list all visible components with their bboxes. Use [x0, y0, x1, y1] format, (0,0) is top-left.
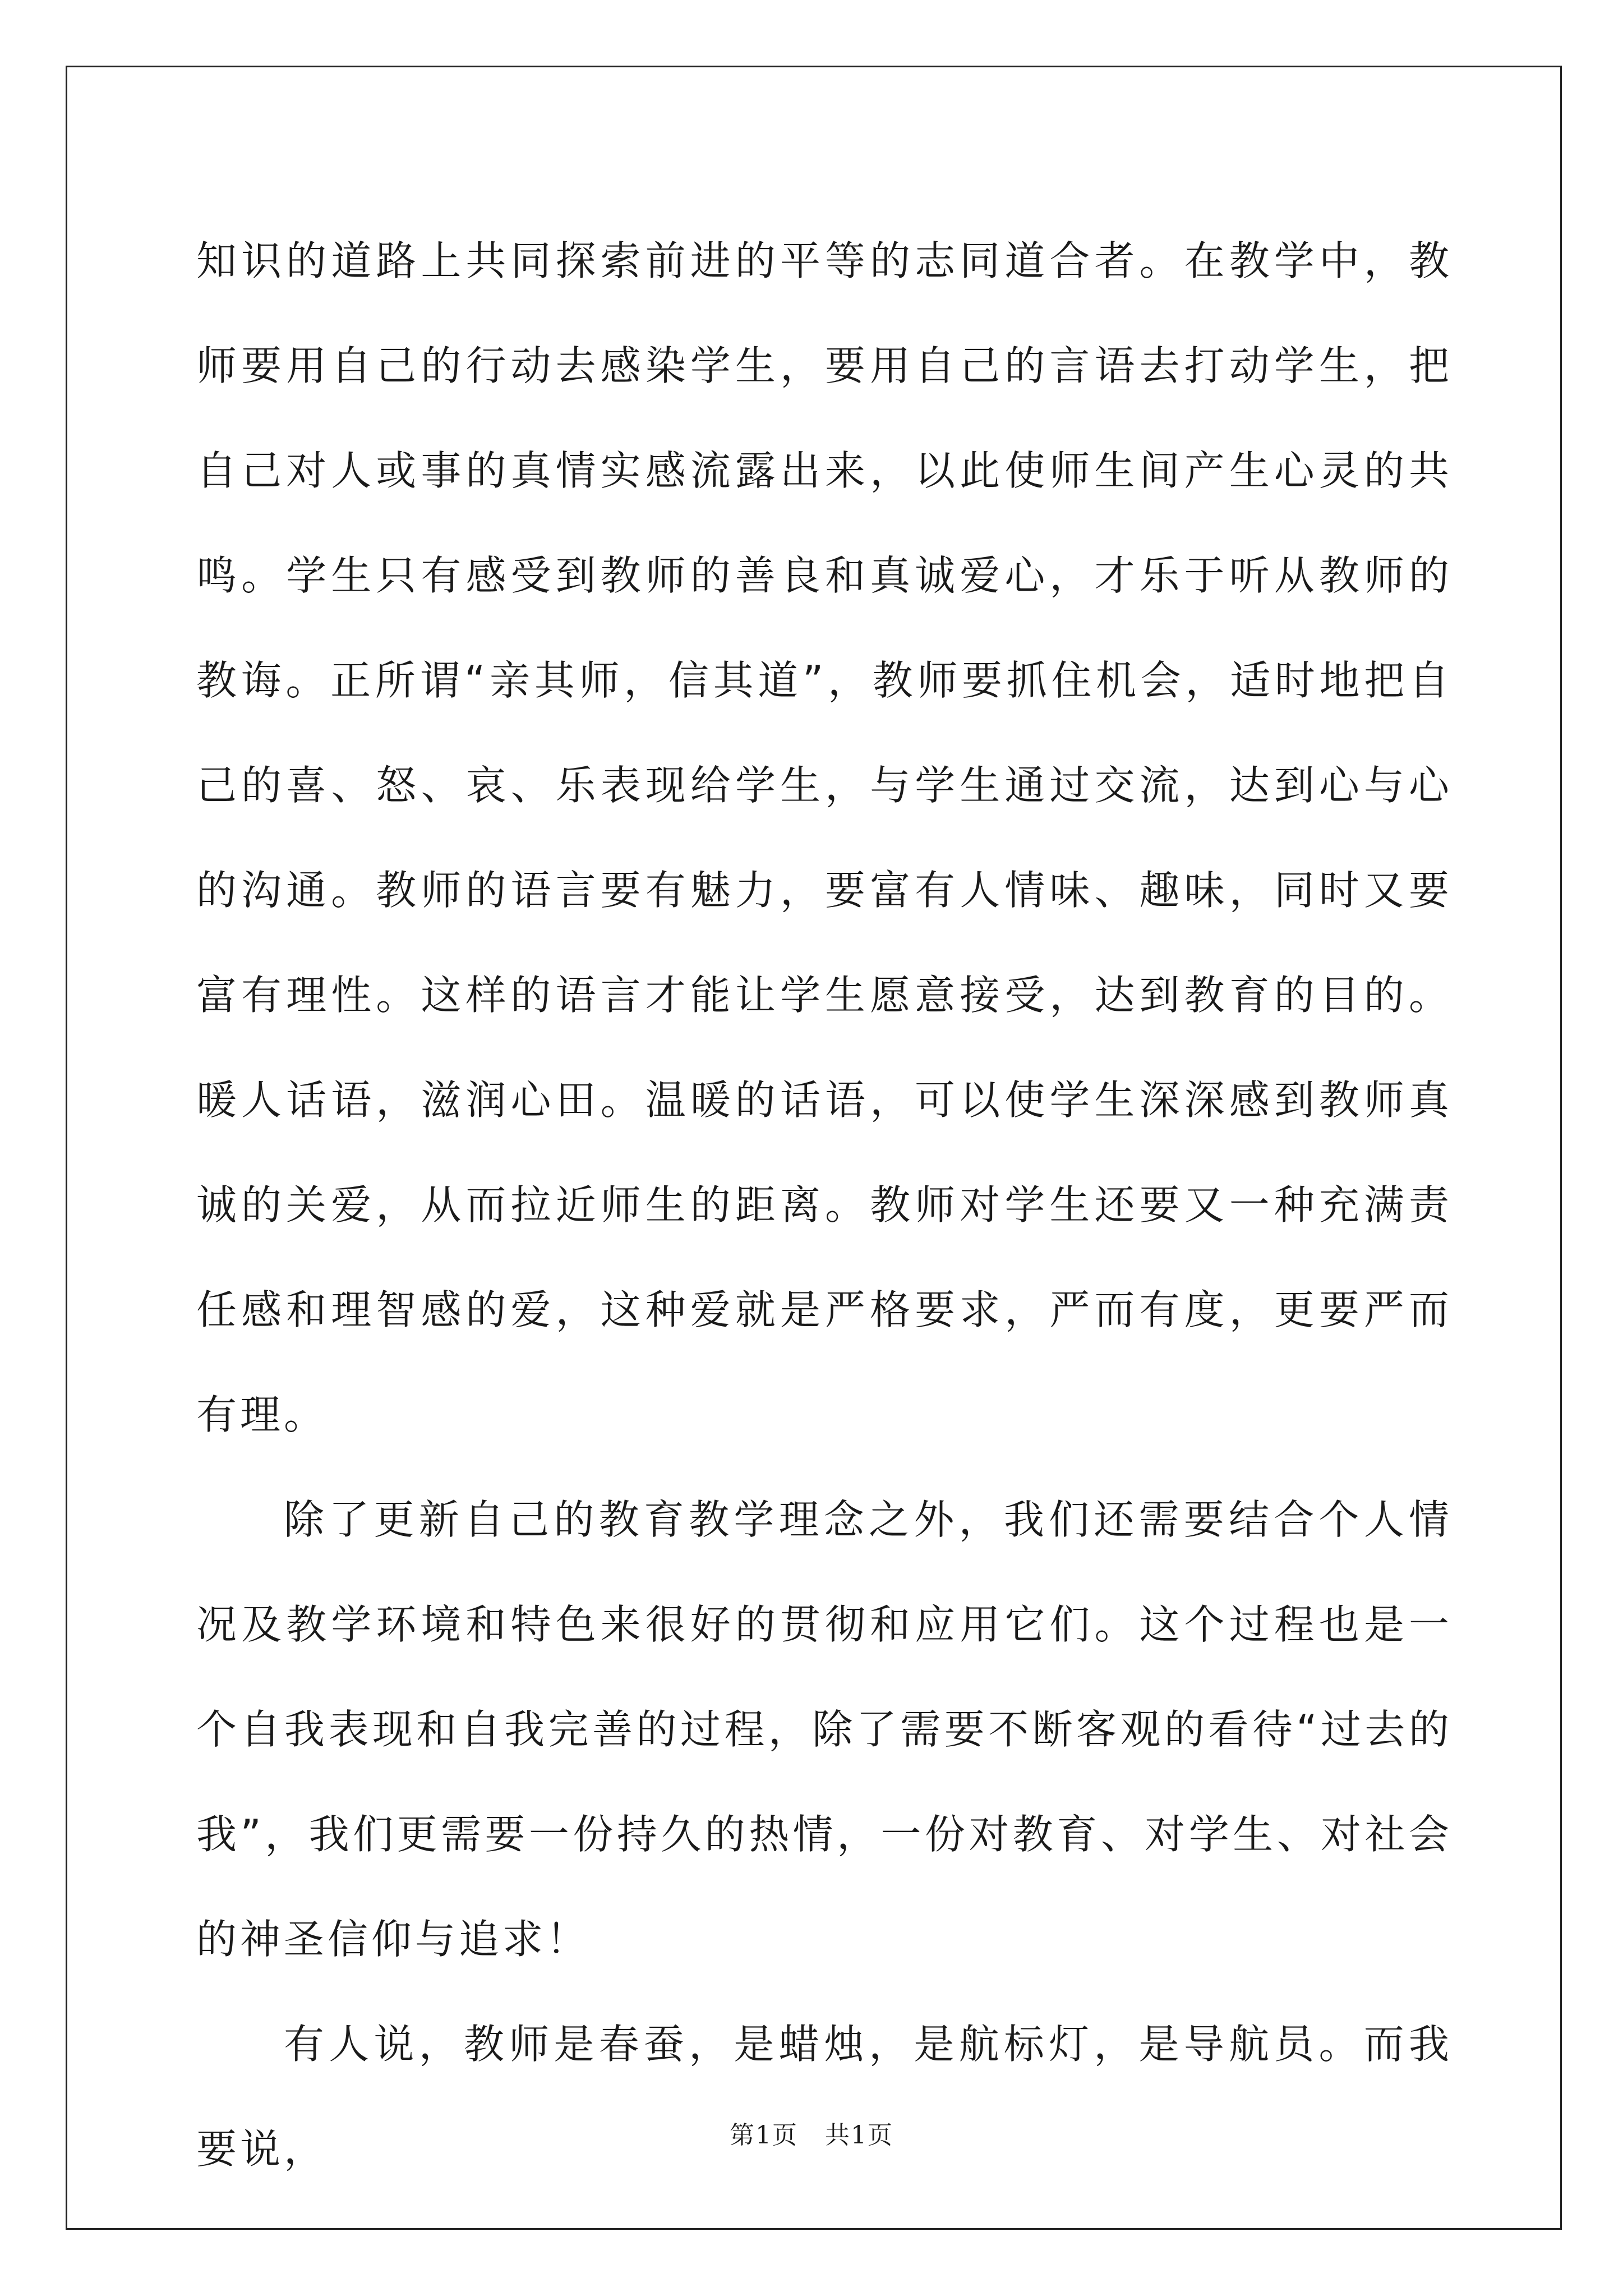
- page-number: 第1页: [730, 2121, 798, 2150]
- paragraph-1: 知识的道路上共同探索前进的平等的志同道合者。在教学中，教师要用自己的行动去感染学生，要用自己的言语去打动学生，把自己对人或事的真情实感流露出来，以此使师生间产生心灵的共鸣。学生只有感受到教师的善良和真诚爱心，才乐于听从教师的教诲。正所谓“亲其师，信其道”，教师要抓住机会，适时地把自己的喜、怒、哀、乐表现给学生，与学生通过交流，达到心与心的沟通。教师的语言要有魅力，要富有人情味、趣味，同时又要富有理性。这样的语言才能让学生愿意接受，达到教育的目的。暖人话语，滋润心田。温暖的话语，可以使学生深深感到教师真诚的关爱，从而拉近师生的距离。教师对学生还要又一种充满责任感和理智感的爱，这种爱就是严格要求，严而有度，更要严而有理。: [196, 237, 1453, 1438]
- page-footer: [0, 2115, 1623, 2151]
- document-body: [196, 209, 1453, 2202]
- page-total: 共1页: [825, 2121, 893, 2150]
- paragraph-3: 有人说，教师是春蚕，是蜡烛，是航标灯，是导航员。而我要说，: [196, 2021, 1453, 2173]
- paragraph-2: 除了更新自己的教育教学理念之外，我们还需要结合个人情况及教学环境和特色来很好的贯彻和应用它们。这个过程也是一个自我表现和自我完善的过程，除了需要不断客观的看待“过去的我”，我们更需要一份持久的热情，一份对教育、对学生、对社会的神圣信仰与追求！: [196, 1496, 1453, 1963]
